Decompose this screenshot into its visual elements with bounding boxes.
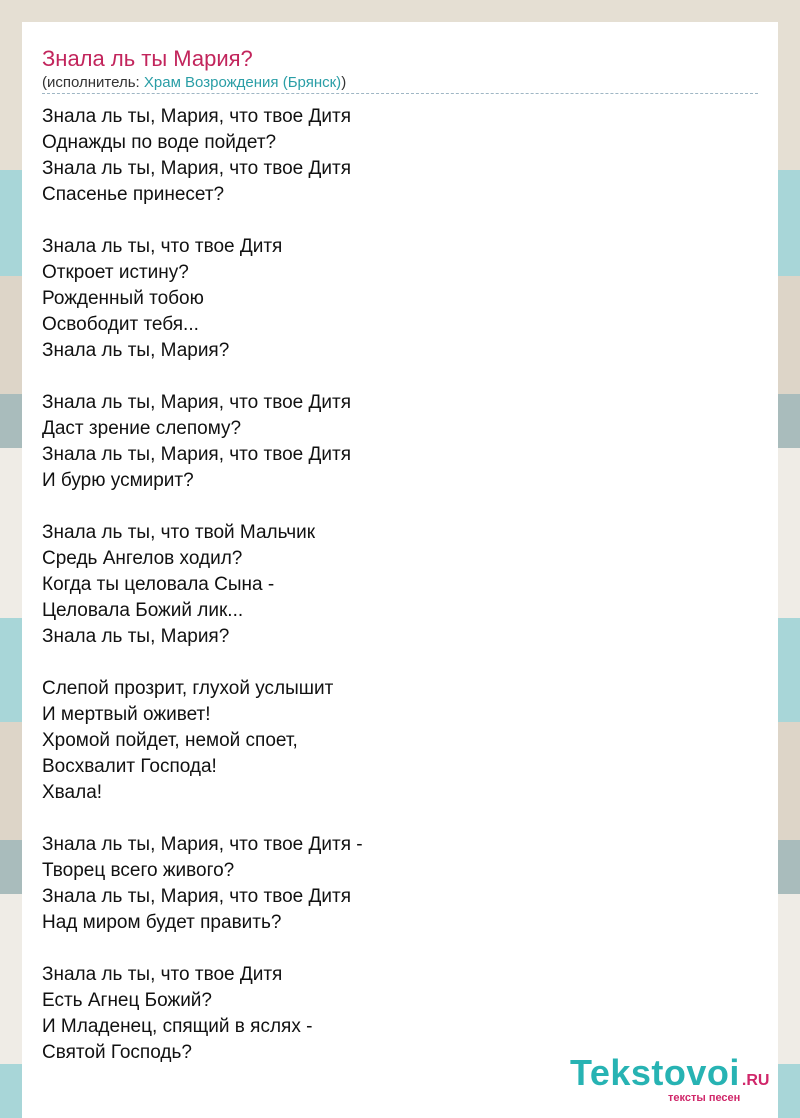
lyric-line: И Младенец, спящий в яслях - bbox=[42, 1016, 313, 1037]
lyric-line: Рожденный тобою bbox=[42, 288, 204, 309]
stanza-gap bbox=[42, 650, 742, 676]
lyric-line: Над миром будет править? bbox=[42, 912, 282, 933]
stanza-gap bbox=[42, 806, 742, 832]
logo-tld: .RU bbox=[741, 1072, 770, 1089]
lyric-line: Знала ль ты, Мария? bbox=[42, 626, 230, 647]
lyric-line: Есть Агнец Божий? bbox=[42, 990, 212, 1011]
lyric-line: Однажды по воде пойдет? bbox=[42, 132, 277, 153]
lyric-line: Хвала! bbox=[42, 782, 103, 803]
lyric-line: Знала ль ты, Мария, что твое Дитя bbox=[42, 444, 351, 465]
stanza-gap bbox=[42, 364, 742, 390]
logo-tagline: тексты песен bbox=[668, 1092, 741, 1104]
lyric-line: Освободит тебя... bbox=[42, 314, 199, 335]
lyric-line: Восхвалит Господа! bbox=[42, 756, 217, 777]
song-title: Знала ль ты Мария? bbox=[42, 46, 253, 71]
site-logo[interactable] bbox=[570, 1052, 770, 1104]
lyric-line: Знала ль ты, что твое Дитя bbox=[42, 236, 283, 257]
lyric-line: Знала ль ты, Мария, что твое Дитя - bbox=[42, 834, 363, 855]
logo-wordmark: Tekstovoi bbox=[570, 1052, 740, 1093]
artist-prefix: (исполнитель: bbox=[42, 74, 144, 91]
lyrics-sheet bbox=[22, 22, 778, 1118]
title-divider bbox=[42, 93, 758, 94]
lyric-line: Слепой прозрит, глухой услышит bbox=[42, 678, 334, 699]
lyric-line: И бурю усмирит? bbox=[42, 470, 194, 491]
stanza-gap bbox=[42, 936, 742, 962]
lyric-line: Знала ль ты, Мария? bbox=[42, 340, 230, 361]
lyrics-body bbox=[42, 104, 742, 1066]
lyric-line: Знала ль ты, что твое Дитя bbox=[42, 964, 283, 985]
lyric-line: Даст зрение слепому? bbox=[42, 418, 242, 439]
lyric-line: Знала ль ты, Мария, что твое Дитя bbox=[42, 886, 351, 907]
lyric-line: Средь Ангелов ходил? bbox=[42, 548, 243, 569]
lyric-line: Знала ль ты, Мария, что твое Дитя bbox=[42, 106, 351, 127]
artist-suffix: ) bbox=[341, 74, 347, 91]
stanza-gap bbox=[42, 208, 742, 234]
lyric-line: Знала ль ты, что твой Мальчик bbox=[42, 522, 316, 543]
lyric-line: Целовала Божий лик... bbox=[42, 600, 244, 621]
lyric-line: Святой Господь? bbox=[42, 1042, 192, 1063]
lyric-line: Знала ль ты, Мария, что твое Дитя bbox=[42, 392, 351, 413]
lyric-line: Когда ты целовала Сына - bbox=[42, 574, 275, 595]
artist-line bbox=[42, 74, 346, 91]
stanza-gap bbox=[42, 494, 742, 520]
lyric-line: Знала ль ты, Мария, что твое Дитя bbox=[42, 158, 351, 179]
lyric-line: Откроет истину? bbox=[42, 262, 189, 283]
artist-link[interactable]: Храм Возрождения (Брянск) bbox=[143, 74, 342, 91]
lyric-line: Хромой пойдет, немой споет, bbox=[42, 730, 298, 751]
lyric-line: Творец всего живого? bbox=[42, 860, 235, 881]
lyric-line: Спасенье принесет? bbox=[42, 184, 225, 205]
lyric-line: И мертвый оживет! bbox=[42, 704, 211, 725]
